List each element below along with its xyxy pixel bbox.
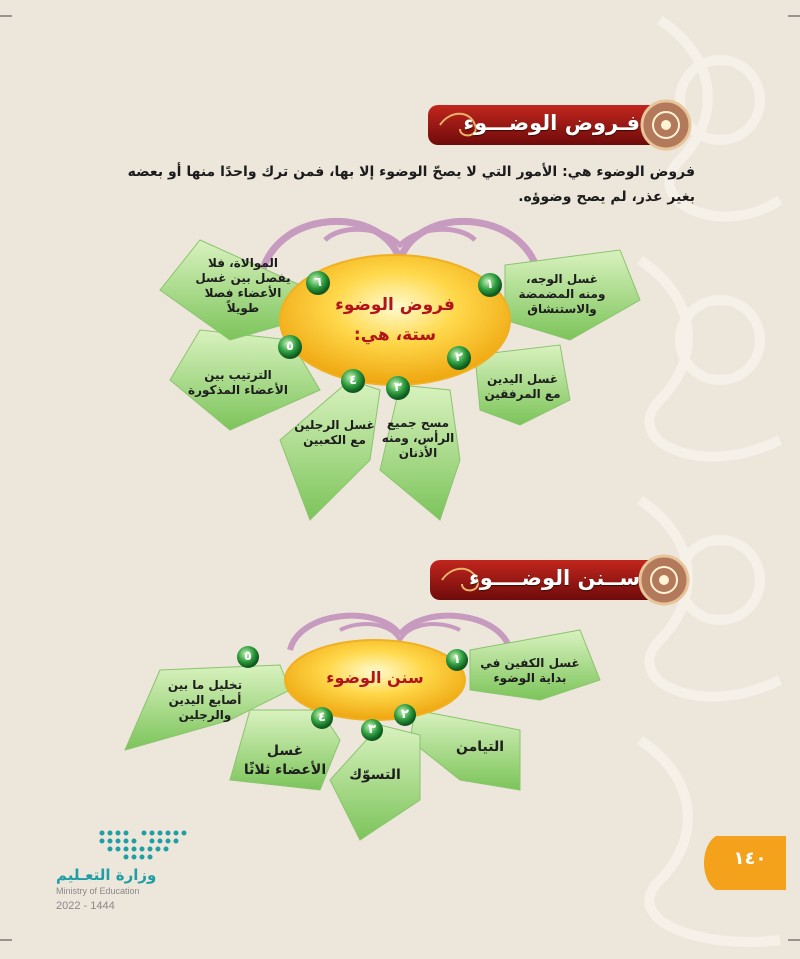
furood-item-3: مسح جميع الرأس، ومنه الأذنان — [381, 416, 455, 460]
page-number: ١٤٠ — [733, 848, 767, 869]
furood-num-2: ٢ — [455, 350, 463, 365]
sunan-item-3: التسوّك — [349, 767, 401, 783]
furood-num-1: ١ — [486, 277, 494, 292]
furood-item-5: الترتيب بين الأعضاء المذكورة — [188, 368, 288, 397]
ministry-name-en: Ministry of Education — [56, 886, 140, 896]
furood-item-6: الموالاة، فلا يفصل بين غسل الأعضاء فصلا طويلاً — [195, 256, 291, 315]
sunan-item-1: غسل الكفين في بداية الوضوء — [480, 656, 580, 685]
furood-num-4: ٤ — [349, 373, 357, 388]
intro-paragraph: فروض الوضوء هي: الأمور التي لا يصحّ الوضوء إلا بها، فمن ترك واحدًا منها أو بعضه بغير عذر، لم يصح وضوؤه. — [127, 164, 695, 205]
furood-item-1: غسل الوجه، ومنه المضمضة والاستنشاق — [518, 272, 606, 316]
sunan-item-5: تخليل ما بين أصابع اليدين والرجلين — [167, 678, 243, 722]
sunan-num-1: ١ — [453, 652, 461, 667]
sunan-num-2: ٢ — [401, 707, 409, 722]
furood-center-line-2: ستة، هي: — [353, 325, 437, 345]
section-1-title: فـروض الوضـــوء — [463, 111, 640, 135]
ministry-name: وزارة التعـليم — [56, 866, 157, 884]
sunan-center-title: سنن الوضوء — [326, 668, 424, 687]
ministry-logo-dots-icon — [100, 831, 187, 860]
section-2-title: ســنن الوضــــوء — [469, 566, 640, 590]
furood-num-5: ٥ — [286, 339, 294, 354]
sunan-num-5: ٥ — [244, 649, 252, 664]
sunan-item-4: غسل الأعضاء ثلاثًا — [243, 743, 327, 778]
sunan-item-2: التيامن — [455, 739, 504, 755]
furood-num-6: ٦ — [314, 275, 322, 290]
sunan-num-4: ٤ — [318, 710, 326, 725]
furood-item-2: غسل اليدين مع المرفقين — [484, 372, 561, 401]
furood-center-title — [320, 295, 470, 345]
furood-item-4: غسل الرجلين مع الكعبين — [294, 418, 375, 447]
edition-year: 2022 - 1444 — [56, 900, 115, 912]
furood-center-line-1: فروض الوضوء — [335, 295, 455, 315]
sunan-num-3: ٣ — [368, 722, 376, 737]
furood-num-3: ٣ — [394, 380, 402, 395]
